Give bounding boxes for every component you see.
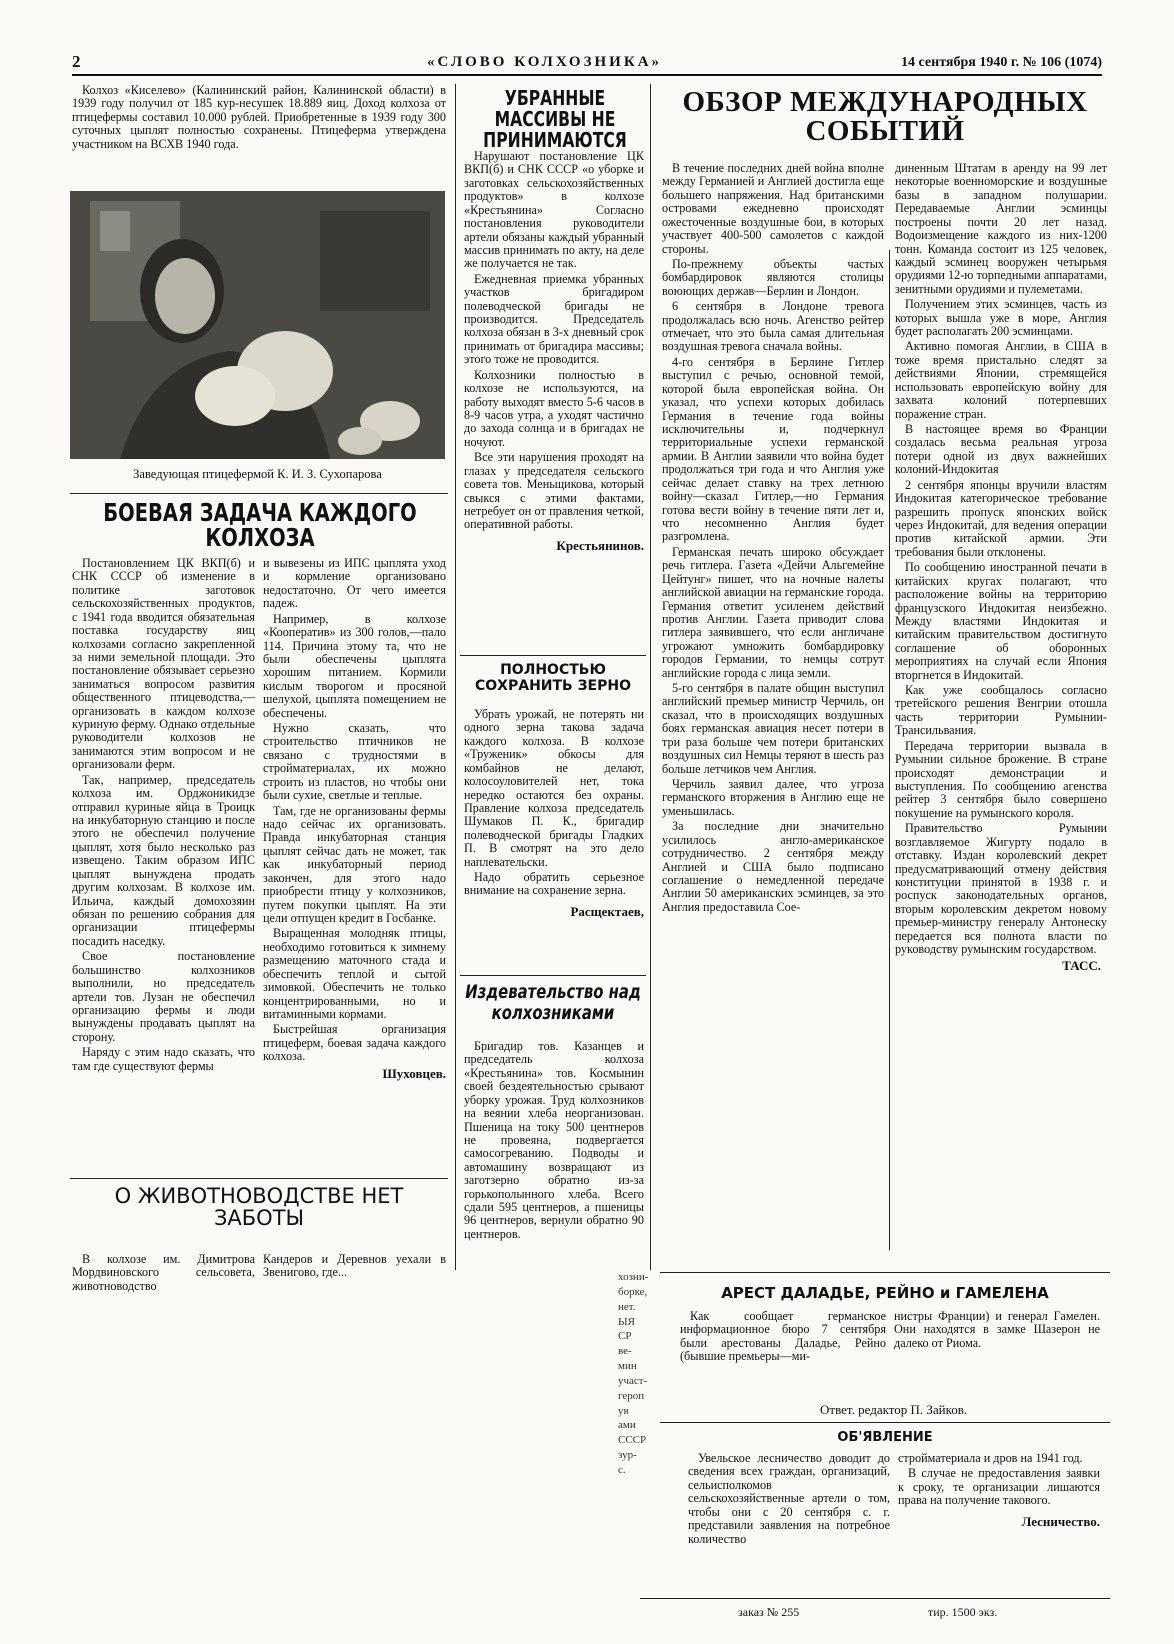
paragraph: Например, в колхозе «Кооператив» из 300 голов,—пало 114. Причина этому та, что не были обеспечены цыплята хорошим питанием. Кормили кислым творогом и просяной шелухой, цыплята помещением не обеспечены. [263, 611, 446, 720]
paragraph: Колхозники полностью в колхозе не используются, на работу выходят вместо 5-6 часов в 8-9 часов утра, а уходят частично до захода солнца и в бригадах не ночуют. [464, 367, 644, 449]
torn-fragment-column [618, 1270, 654, 1478]
paragraph: Кандеров и Деревнов уехали в Звенигово, где... [263, 1252, 446, 1280]
column-rule [889, 250, 890, 1250]
section-rule [660, 1272, 1110, 1273]
boevaya-signature: Шуховцев. [382, 1065, 446, 1081]
paragraph: Бригадир тов. Казанцев и председатель колхоза «Крестьянина» тов. Космынин своей бездеятельностью срывают уборку урожая. Труд колхозников на веянии хлеба неорганизован. Пшеница на току 500 центнеров не провеяна, подвергается самосогреванию. Подводы и автомашину возвращают из заготзерно обратно из-за горькополынного хлеба. Всего сдали 595 центнеров, а пшеницы 96 центнеров, вернули обратно 90 центнеров. [464, 1039, 644, 1241]
paragraph: Правительство Румынии возглавляемое Жигурту подало в отставку. Издан королевский декрет предусматривающий отмену действия конституции принятой в 1938 г. и роспуск законодательных органов, вторым королевским декретом новому премьер-министру генералу Антонеску передается вся полнота власти по руководству румынским государством. [895, 821, 1107, 957]
fragment: нет. [618, 1300, 636, 1313]
section-rule [70, 1178, 448, 1179]
zerno-signature: Расщектаев, [570, 903, 644, 919]
fragment: ами [618, 1419, 636, 1432]
paragraph: Быстрейшая организация птицеферм, боевая задача каждого колхоза. [263, 1022, 446, 1064]
section-rule [460, 975, 646, 976]
section-rule [70, 493, 448, 494]
obzor-column-2 [895, 162, 1107, 974]
paragraph: За последние дни значительно усилилось англо-американское сотрудничество. 2 сентября между Англией и США было подписано соглашение о немедленной передаче Англии 50 американских эсминцев, за это Англия предоставила Сое- [662, 819, 884, 914]
paragraph: По сообщению иностранной печати в китайских кругах полагают, что расположение войны на территорию французского Индокитая неизбежно. Между властями Индокитая и китайским правительством достигнуто соглашение об оборонных мероприятиях на случай если Япония вторгнется в Индокитай. [895, 560, 1107, 682]
paragraph: Выращенная молодняк птицы, необходимо готовиться к зимнему размещению маточного стада и обеспечить теплой и сытой зимовкой. Обеспечить не только концентрированными, но и витаминными кормами. [263, 926, 446, 1021]
paragraph: Ежедневная приемка убранных участков бригадиром полеводческой бригады не производится. Председатель колхоза обязан в 3-х дневный срок принимать от бригадира массивы; этого тоже не проводится. [464, 271, 644, 367]
paragraph: Нужно сказать, что строительство птичников не связано с трудностями в стройматериалах, их можно строить из пластов, но чтобы они были сухие, светлые и теплые. [263, 721, 446, 803]
paragraph: В настоящее время во Франции создалась весьма реальная угроза потери одной из двух важнейших колоний-Индокитая [895, 422, 1107, 477]
boevaya-left-column [72, 557, 255, 1082]
paragraph: Там, где не организованы фермы надо сейчас их организовать. Правда инкубаторная станция цыплят сейчас дать не может, так как инкубаторный период закончен, для этого надо приобрести птицу у колхозников, путем покупки цыплят. На эти цели отпущен кредит в Госбанке. [263, 803, 446, 925]
photo-caption: Заведующая птицефермой К. И. З. Сухопарова [133, 467, 382, 481]
masthead [72, 52, 1102, 76]
newspaper-title: «СЛОВО КОЛХОЗНИКА» [427, 54, 663, 70]
announcement-title: ОБ'ЯВЛЕНИЕ [837, 1430, 933, 1445]
editor-line: Ответ. редактор П. Зайков. [820, 1402, 968, 1417]
column-rule [455, 84, 456, 1270]
fragment: героп [618, 1389, 645, 1402]
obzor-title: ОБЗОР МЕЖДУНАРОДНЫХ СОБЫТИЙ [682, 86, 1088, 147]
issue-date: 14 сентября 1940 г. № 106 (1074) [901, 55, 1102, 70]
paragraph: Активно помогая Англии, в США в тоже время пристально следят за действиями Японии, стремящейся использовать европейскую войну для захвата колоний потерпевших поражение стран. [895, 339, 1107, 421]
paragraph: По-прежнему объекты частых бомбардировок являются столицы воюющих держав—Берлин и Лондон. [662, 256, 884, 298]
paragraph: Германская печать широко обсуждает речь гитлера. Газета «Дейчи Альгемейне Цейтунг» пишет, что на ночные налеты английской авиации на германские города. Германия ответит усиленем действий против Англии. Газета приводит слова гитлера заявившего, что если англичане угрожают умножить бомбардировку городов Германии, то немцы сотрут английские города с лица земли. [662, 544, 884, 680]
zhivotnovodstvo-article [72, 1253, 446, 1295]
fragment: борке, [618, 1285, 648, 1298]
paragraph: 2 сентября японцы вручили властям Индокитая категорическое требование разрешить пропуск японских войск через Индокитай, для ведения операции против китайской армии. Эти требования были отклонены. [895, 477, 1107, 559]
paragraph: и вывезены из ИПС цыплята уход и кормление организовано недостаточно. От чего имеется падеж. [263, 556, 446, 611]
paragraph: Надо обратить серьезное внимание на сохранение зерна. [464, 870, 644, 898]
fragment: ве- [618, 1345, 632, 1358]
paragraph: Свое постановление большинство колхозников выполнили, но председатель артели тов. Лузан не обеспечил организацию фермы и люди вынуждены продавать цыплят на сторону. [72, 949, 255, 1044]
order-number: заказ № 255 [738, 1605, 800, 1619]
paragraph: диненным Штатам в аренду на 99 лет некоторые военноморские и воздушные базы в западном полушарии. Передаваемые Англии эсминцы построены почти 20 лет назад. Водоизмещение каждого из них-1200 тонн. Команда состоит из 125 человек, каждый эсминец вооружен четырьмя орудиями 12-ю торпедными аппаратами, зенитными орудиями и пулеметами. [895, 161, 1107, 296]
fragment: участ- [618, 1374, 648, 1387]
circulation: тир. 1500 экз. [928, 1605, 998, 1619]
kiselevo-text: Колхоз «Киселево» (Калининский район, Калининской области) в 1939 году получил от 185 кур-несушек 18.889 яиц. Доход колхоза от птицефермы составил 10.000 рублей. Приобретенные в 1939 году 300 суточных цыплят полностью сохранены. Птицеферма утверждена участником на ВСХВ 1940 года. [72, 83, 446, 151]
fragment: СССР [618, 1434, 647, 1447]
paragraph: Как сообщает германское информационное бюро 7 сентября были арестованы Даладье, Рейно (бывшие премьеры—ми- [680, 1309, 886, 1364]
paragraph: Получением этих эсминцев, часть из которых вышла уже в море, Англия будет располагать 200 эсминцами. [895, 297, 1107, 339]
kiselevo-note [72, 84, 446, 153]
footer-rule [640, 1598, 1110, 1599]
massivy-signature: Крестьянинов. [556, 537, 644, 553]
obzor-signature: ТАСС. [1062, 958, 1101, 974]
fragment: хозни- [618, 1271, 649, 1283]
page-number: 2 [72, 52, 81, 71]
boevaya-right-column [263, 557, 446, 1082]
paragraph: Нарушают постановление ЦК ВКП(б) и СНК СССР «о уборке и заготовках сельскохозяйственных продуктов» в колхозе «Крестьянина» Согласно постановления руководители артели обязаны каждый убранный массив принимать по акту, на деле же получается не так. [464, 149, 644, 271]
arest-title: АРЕСТ ДАЛАДЬЕ, РЕЙНО и ГАМЕЛЕНА [721, 1284, 1049, 1302]
paragraph: Постановлением ЦК ВКП(б) и СНК СССР об изменение в политике заготовок сельскохозяйственных продуктов, с 1941 года вводится обязательная поставка государству яиц колхозами согласно закрепленной за ними земельной площади. Это постановление обязывает серьезно заниматься вопросом развития общественного птицеводства,—организовать в каждом колхозе куриную ферму. Однако отдельные руководители колхозов не занимаются этим вопросом и не организовали ферм. [72, 556, 255, 772]
paragraph: Все эти нарушения проходят на глазах у председателя сельского совета тов. Меньщикова, который свыкся с этими фактами, нетребует он от правления четкой, оперативной работы. [464, 450, 644, 532]
paragraph: Как уже сообщалось согласно третейского решения Венгрии отошла часть территории Румынии-Трансильвания. [895, 683, 1107, 738]
paragraph: нистры Франции) и генерал Гамелен. Они находятся в замке Шазерон не далеко от Риома. [894, 1309, 1100, 1350]
paragraph: В колхозе им. Димитрова Мордвиновского сельсовета, животноводство [72, 1252, 255, 1293]
fragment: с. [618, 1463, 626, 1476]
announcement-right [898, 1452, 1100, 1548]
column-rule [650, 84, 651, 1270]
fragment: зур- [618, 1449, 637, 1462]
paragraph: стройматериала и дров на 1941 год. [898, 1451, 1083, 1465]
obzor-column-1 [662, 162, 884, 916]
paragraph: Передача территории вызвала в Румынии сильное брожение. В стране происходят демонстрации и выступления. По сообщению агенства рейтер 3 сентября было совершено покушение на румынского короля. [895, 738, 1107, 820]
paragraph: 6 сентября в Лондоне тревога продолжалась всю ночь. Агенство рейтер отмечает, что это была самая длительная воздушная тревога сначала войны. [662, 299, 884, 354]
zerno-title: ПОЛНОСТЬЮ СОХРАНИТЬ ЗЕРНО [475, 662, 631, 695]
zhivotnovodstvo-title: О ЖИВОТНОВОДСТВЕ НЕТ ЗАБОТЫ [114, 1184, 404, 1231]
photo-poultry-farm-manager [70, 191, 445, 459]
paragraph: 5-го сентября в палате общин выступил английский премьер министр Черчиль, он сказал, что в происходящих воздушных боях германская авиация несет потери в три раза больше чем потери британских воздушных сил Немцы теряют в шесть раз больше летчиков чем Англия. [662, 681, 884, 776]
massivy-article [464, 150, 644, 554]
fragment: ув [618, 1404, 629, 1417]
announcement-body [688, 1452, 1100, 1548]
fragment: мин [618, 1360, 637, 1373]
photo-illustration [70, 191, 445, 459]
fragment: ЫЯ [618, 1315, 635, 1328]
paragraph: В течение последних дней война вполне между Германией и Англией достигла еще большего напряжения. Над британскими островами ежедневно происходят ожесточенные воздушные бои, в которых участвует 400-500 самолетов с каждой стороны. [662, 161, 884, 256]
paragraph: Так, например, председатель колхоза им. Орджоникидзе отправил куриные яйца в Троицк на инкубаторную станцию и после этого не обеспечил получение цыплят, хотя было несколько раз извещено. Таким образом ИПС цыплят вынуждена продать другим колхозам. В колхозе им. Ильича, каждый домохозяин обязан по решению собрания для организации птицефермы посадить наседку. [72, 772, 255, 948]
section-rule [460, 655, 646, 656]
paragraph: Черчиль заявил далее, что угроза германского вторжения в Англию еще не уменьшилась. [662, 776, 884, 818]
paragraph: Наряду с этим надо сказать, что там где существуют фермы [72, 1045, 255, 1073]
paragraph: Увельское лесничество доводит до сведения всех граждан, организаций, сельисполкомов сельскохозяйственные артели о том, чтобы они с 20 сентября с. г. представили заявления на потребное количество [688, 1451, 890, 1546]
paragraph: 4-го сентября в Берлине Гитлер выступил с речью, основной темой, которой была европейская война. Он указал, что успехи которых добилась Германия в течение года войны исключительны и, подчеркнул территориальные успехи германской армии. В Англии заявили что война будет продолжаться три года и что Англия уже сейчас делает ставку на трех летнюю войну—сказал Гитлер,—но Германия готова вести войну в течение пяти лет и, что несомненно Англия будет разгромлена. [662, 354, 884, 544]
paragraph: Убрать урожай, не потерять ни одного зерна такова задача каждого колхоза. В колхозе «Труженик» обкосы для комбайнов не делают, колосоуловителей нет, тока нередко остаются без охраны. Правление колхоза председатель Шумаков П. К., бригадир полеводческой бригады Гладких П. В смотрят на это дело наплевательски. [464, 707, 644, 869]
fragment: СР [618, 1330, 632, 1343]
boevaya-article [72, 557, 446, 1082]
izdevatelstvo-article [464, 1040, 644, 1243]
paragraph: В случае не предоставления заявки к сроку, те организации лишаются права на получение такового. [898, 1466, 1100, 1508]
arest-article [680, 1310, 1100, 1366]
zerno-article [464, 708, 644, 920]
announcement-signature: Лесничество. [1021, 1513, 1100, 1529]
massivy-title: УБРАННЫЕ МАССИВЫ НЕ ПРИНИМАЮТСЯ [483, 86, 627, 152]
izdevatelstvo-title: Издевательство над колхозниками [465, 981, 641, 1024]
boevaya-title: БОЕВАЯ ЗАДАЧА КАЖДОГО КОЛХОЗА [103, 498, 417, 552]
section-rule [660, 1422, 1110, 1423]
